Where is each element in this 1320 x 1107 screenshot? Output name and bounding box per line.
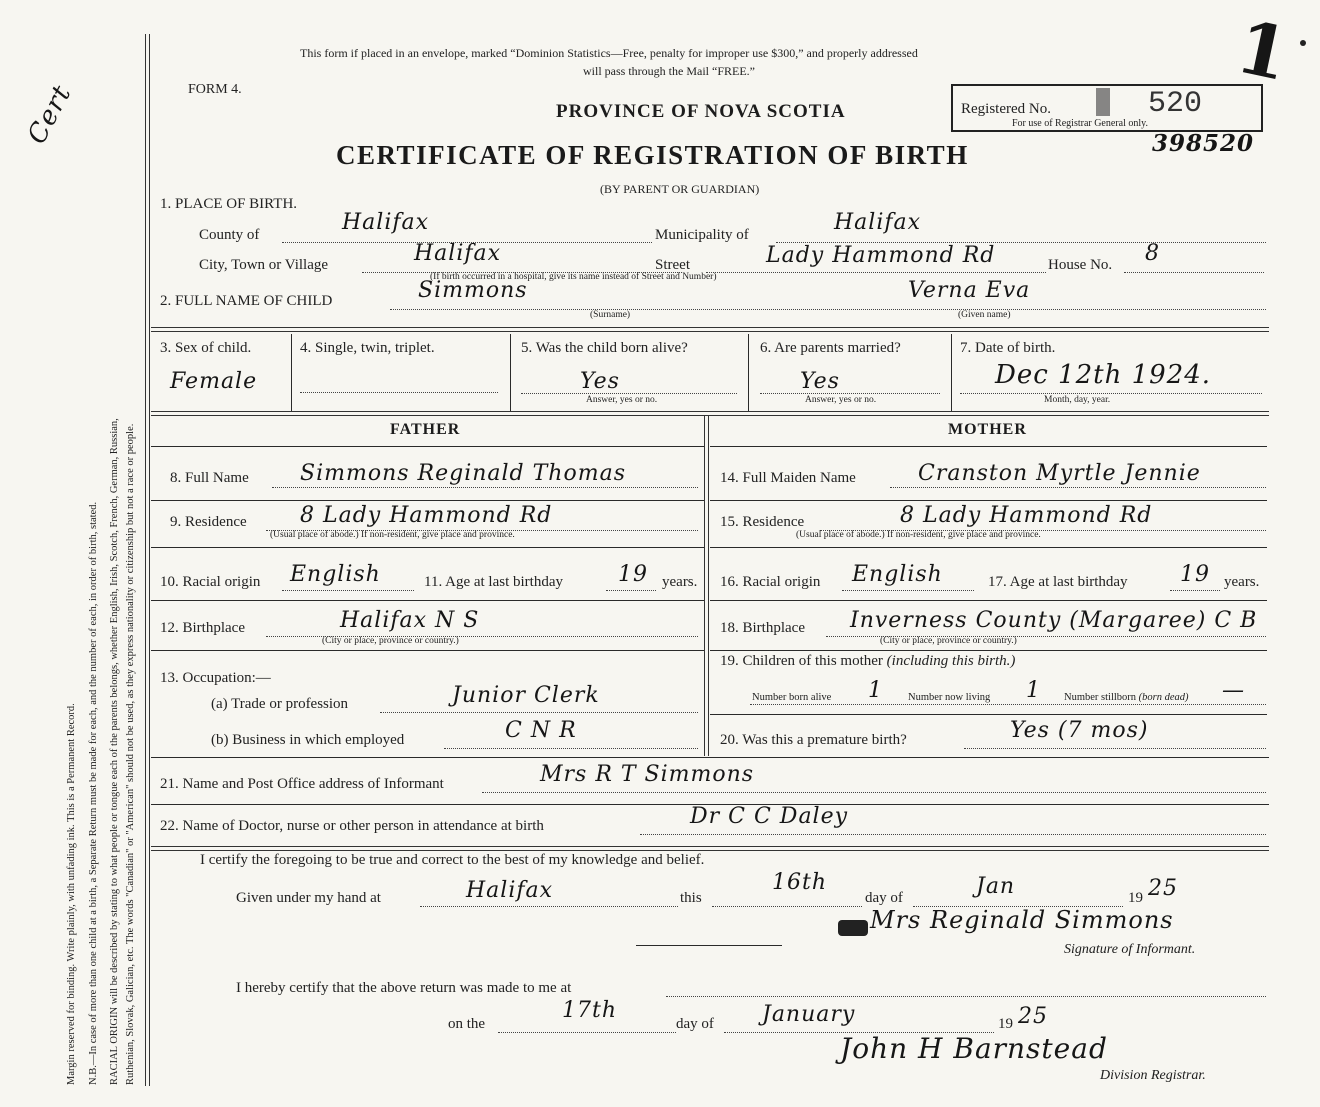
- registrar-year: 25: [1018, 1004, 1048, 1029]
- children-label-text: 19. Children of this mother: [720, 653, 883, 669]
- mother-name-label: 14. Full Maiden Name: [720, 470, 856, 486]
- father-age-label: 11. Age at last birthday: [424, 574, 563, 590]
- father-name-label: 8. Full Name: [170, 470, 249, 486]
- province-heading: PROVINCE OF NOVA SCOTIA: [556, 101, 846, 122]
- sex-value: Female: [170, 369, 258, 394]
- doctor-value: Dr C C Daley: [690, 804, 849, 829]
- father-heading: FATHER: [390, 421, 461, 438]
- registrar-day: 17th: [562, 998, 618, 1023]
- premature-label: 20. Was this a premature birth?: [720, 732, 907, 748]
- mail-notice: This form if placed in an envelope, marked “Dominion Statistics—Free, penalty for improper use $300,” and properly addressed: [300, 46, 918, 60]
- municipality-value: Halifax: [834, 210, 922, 235]
- father-birthplace-label: 12. Birthplace: [160, 620, 245, 636]
- mother-racial-label: 16. Racial origin: [720, 574, 821, 590]
- given-name-note: (Given name): [958, 310, 1011, 320]
- registrar-day-of-label: day of: [676, 1016, 714, 1032]
- stillborn-label-text: Number stillborn: [1064, 692, 1137, 703]
- single-label: 4. Single, twin, triplet.: [300, 340, 435, 356]
- child-given-name: Verna Eva: [908, 278, 1031, 303]
- living-label: Number now living: [908, 692, 991, 703]
- street-label: Street: [655, 257, 690, 273]
- corner-mark: 1: [1229, 3, 1298, 98]
- informant-label: 21. Name and Post Office address of Informant: [160, 776, 444, 792]
- county-value: Halifax: [342, 210, 430, 235]
- father-racial-label: 10. Racial origin: [160, 574, 261, 590]
- child-surname: Simmons: [418, 278, 528, 303]
- city-label: City, Town or Village: [199, 257, 329, 273]
- father-birthplace-note: (City or place, province or country.): [322, 636, 459, 646]
- married-value: Yes: [800, 369, 840, 394]
- married-note: Answer, yes or no.: [805, 395, 877, 405]
- trade-label: (a) Trade or profession: [211, 696, 349, 712]
- dob-note: Month, day, year.: [1044, 395, 1111, 405]
- county-label: County of: [199, 227, 260, 243]
- place-heading: 1. PLACE OF BIRTH.: [160, 196, 298, 212]
- given-year-prefix: 19: [1128, 890, 1143, 906]
- alive-value: 1: [868, 678, 883, 703]
- father-age: 19: [618, 562, 648, 587]
- premature-value: Yes (7 mos): [1010, 718, 1149, 743]
- divider: [151, 327, 1269, 332]
- children-label-note: (including this birth.): [886, 653, 1016, 669]
- father-birthplace: Halifax N S: [340, 608, 480, 633]
- certificate-title: CERTIFICATE OF REGISTRATION OF BIRTH: [336, 140, 969, 170]
- father-residence: 8 Lady Hammond Rd: [300, 503, 553, 528]
- business-label: (b) Business in which employed: [211, 732, 405, 748]
- house-label: House No.: [1048, 257, 1113, 273]
- form-number: FORM 4.: [188, 82, 242, 97]
- this-label: this: [680, 890, 702, 906]
- registrar-certify-text: I hereby certify that the above return was made to me at: [236, 980, 572, 996]
- city-value: Halifax: [414, 241, 502, 266]
- given-day: 16th: [772, 870, 828, 895]
- born-alive-label: 5. Was the child born alive?: [521, 340, 688, 356]
- scribble-mark: [838, 920, 868, 936]
- left-border: [145, 34, 150, 1086]
- registrar-signature-label: Division Registrar.: [1100, 1068, 1206, 1083]
- children-label: [720, 653, 1015, 670]
- municipality-label: Municipality of: [655, 227, 749, 243]
- mother-residence-label: 15. Residence: [720, 514, 805, 530]
- registrar-signature: John H Barnstead: [840, 1032, 1108, 1065]
- certificate-subtitle: (BY PARENT OR GUARDIAN): [600, 182, 760, 196]
- given-day-of-label: day of: [865, 890, 903, 906]
- mail-notice-free: will pass through the Mail “FREE.”: [583, 64, 755, 78]
- trade-value: Junior Clerk: [452, 683, 600, 708]
- on-the-label: on the: [448, 1016, 486, 1032]
- born-alive-note: Answer, yes or no.: [586, 395, 658, 405]
- business-value: C N R: [505, 718, 577, 743]
- father-name: Simmons Reginald Thomas: [300, 461, 626, 486]
- father-racial: English: [290, 562, 381, 587]
- mother-years: years.: [1224, 574, 1260, 590]
- parents-divider: [704, 416, 709, 756]
- alive-label: Number born alive: [752, 692, 832, 703]
- doctor-label: 22. Name of Doctor, nurse or other person in attendance at birth: [160, 818, 544, 834]
- certify-text: I certify the foregoing to be true and correct to the best of my knowledge and belief.: [200, 852, 705, 868]
- registrar-year-prefix: 19: [998, 1016, 1013, 1032]
- mother-residence: 8 Lady Hammond Rd: [900, 503, 1153, 528]
- mother-heading: MOTHER: [948, 421, 1027, 438]
- margin-nb-note: N.B.—In case of more than one child at a birth, a Separate Return must be made for each, and the number of each, in order of birth, stated.: [88, 501, 99, 1085]
- mother-residence-note: (Usual place of abode.) If non-resident, give place and province.: [796, 530, 1041, 540]
- child-name-label: 2. FULL NAME OF CHILD: [160, 293, 333, 309]
- margin-racial-note-2: Ruthenian, Slovak, Galician, etc. The words "Canadian" or "American" should not be used, as they express nationality or citizenship but not a race or people.: [125, 423, 136, 1085]
- given-month: Jan: [976, 874, 1016, 899]
- informant-signature-label: Signature of Informant.: [1064, 942, 1196, 957]
- mother-age-label: 17. Age at last birthday: [988, 574, 1128, 590]
- informant-value: Mrs R T Simmons: [540, 762, 755, 787]
- hospital-note: (If birth occurred in a hospital, give its name instead of Street and Number): [430, 272, 717, 282]
- mother-birthplace: Inverness County (Margaree) C B: [850, 608, 1258, 633]
- given-place: Halifax: [466, 878, 554, 903]
- registered-note: For use of Registrar General only.: [1012, 118, 1148, 129]
- big-registration-number: 398520: [1152, 130, 1255, 157]
- registered-number: 520: [1148, 87, 1203, 121]
- dob-value: Dec 12th 1924.: [995, 360, 1212, 390]
- sex-label: 3. Sex of child.: [160, 340, 252, 356]
- stillborn-value: —: [1222, 678, 1245, 703]
- informant-signature: Mrs Reginald Simmons: [870, 906, 1174, 934]
- stillborn-label: [1064, 692, 1189, 703]
- given-under-label: Given under my hand at: [236, 890, 381, 906]
- mother-name: Cranston Myrtle Jennie: [918, 461, 1201, 486]
- father-years: years.: [662, 574, 698, 590]
- margin-binding-note: Margin reserved for binding. Write plainly, with unfading ink. This is a Permanent Record.: [66, 703, 77, 1085]
- stillborn-label-note: (born dead): [1138, 692, 1189, 703]
- mother-birthplace-note: (City or place, province or country.): [880, 636, 1017, 646]
- street-value: Lady Hammond Rd: [766, 243, 996, 268]
- mother-birthplace-label: 18. Birthplace: [720, 620, 805, 636]
- father-residence-note: (Usual place of abode.) If non-resident, give place and province.: [270, 530, 515, 540]
- living-value: 1: [1026, 678, 1041, 703]
- given-year: 25: [1148, 876, 1178, 901]
- father-residence-label: 9. Residence: [170, 514, 247, 530]
- mother-age: 19: [1180, 562, 1210, 587]
- registered-label: Registered No.: [961, 101, 1051, 117]
- mother-racial: English: [852, 562, 943, 587]
- born-alive-value: Yes: [580, 369, 620, 394]
- registrar-month: January: [762, 1002, 856, 1027]
- dob-label: 7. Date of birth.: [960, 340, 1056, 356]
- corner-dot: [1300, 40, 1306, 46]
- margin-cert-note: Cert: [22, 80, 78, 150]
- house-value: 8: [1145, 241, 1160, 266]
- married-label: 6. Are parents married?: [760, 340, 901, 356]
- margin-racial-note-1: RACIAL ORIGIN will be described by stating to what people or tongue each of the parents belongs, whether English, Irish, Scotch, French, German, Russian,: [109, 418, 120, 1085]
- surname-note: (Surname): [590, 310, 631, 320]
- registered-stamp: [1096, 88, 1110, 116]
- occupation-label: 13. Occupation:—: [160, 670, 271, 686]
